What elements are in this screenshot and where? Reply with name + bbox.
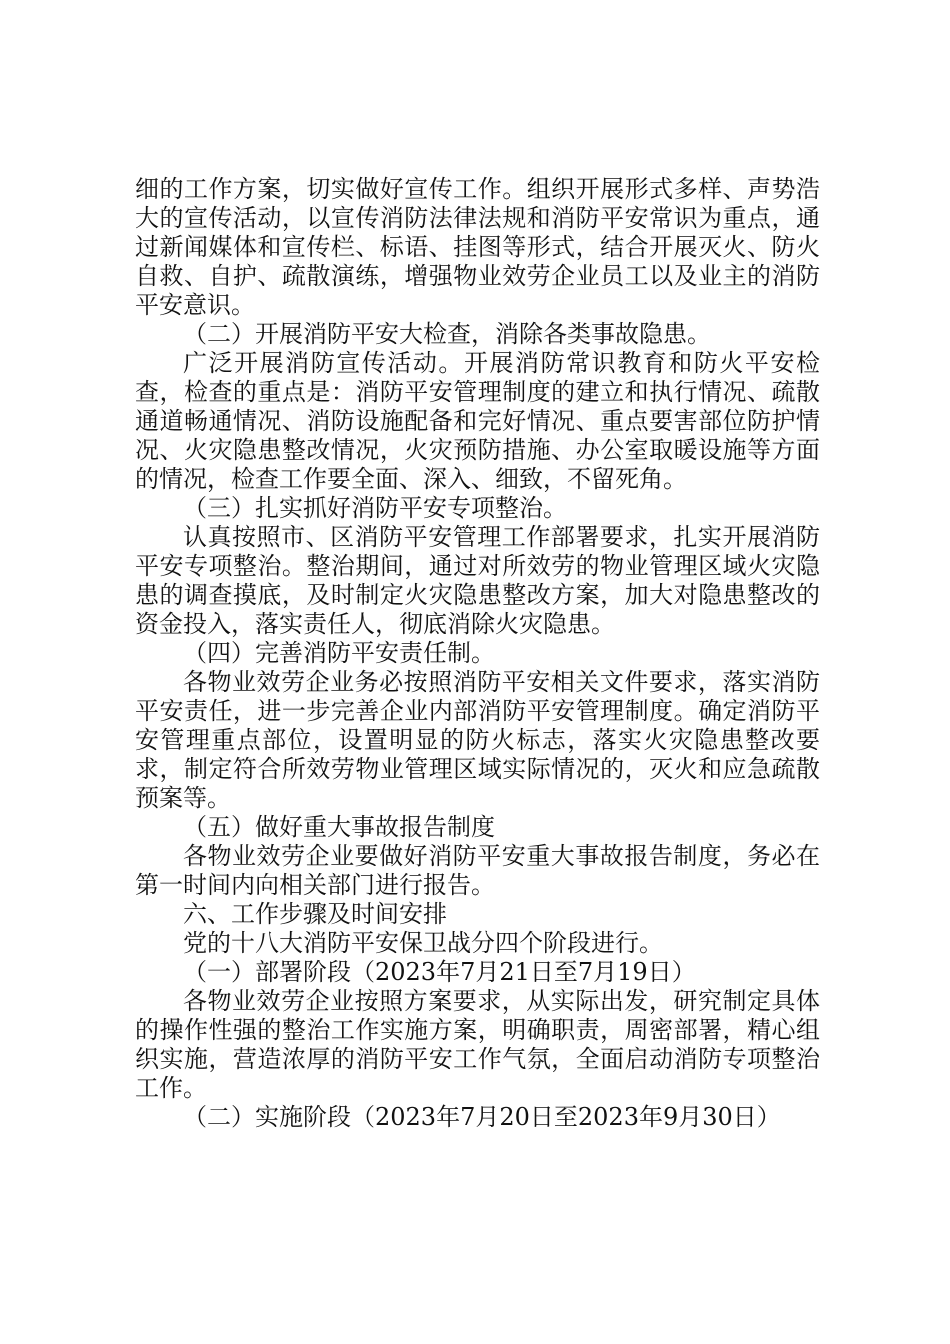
document-body <box>135 175 820 1132</box>
section-heading-2: （二）开展消防平安大检查，消除各类事故隐患。 <box>183 320 711 348</box>
stage-heading-2: （二）实施阶段（2023年7月20日至2023年9月30日） <box>183 1103 781 1131</box>
paragraph-5: 认真按照市、区消防平安管理工作部署要求，扎实开展消防平安专项整治。整治期间，通过对所效劳的物业管理区域火灾隐患的调查摸底，及时制定火灾隐患整改方案，加大对隐患整改的资金投入，落实责任人，彻底消除火灾隐患。 <box>135 523 820 638</box>
section-heading-4: （四）完善消防平安责任制。 <box>183 639 495 667</box>
paragraph-13: 各物业效劳企业按照方案要求，从实际出发，研究制定具体的操作性强的整治工作实施方案，明确职责，周密部署，精心组织实施，营造浓厚的消防平安工作气氛，全面启动消防专项整治工作。 <box>135 987 820 1102</box>
section-heading-5: （五）做好重大事故报告制度 <box>183 813 495 841</box>
stage-heading-1: （一）部署阶段（2023年7月21日至7月19日） <box>183 958 696 986</box>
chapter-heading-6: 六、工作步骤及时间安排 <box>183 900 447 928</box>
paragraph-3: 广泛开展消防宣传活动。开展消防常识教育和防火平安检查，检查的重点是：消防平安管理制度的建立和执行情况、疏散通道畅通情况、消防设施配备和完好情况、重点要害部位防护情况、火灾隐患整改情况，火灾预防措施、办公室取暖设施等方面的情况，检查工作要全面、深入、细致，不留死角。 <box>135 349 820 493</box>
paragraph-11: 党的十八大消防平安保卫战分四个阶段进行。 <box>183 929 663 957</box>
section-heading-3: （三）扎实抓好消防平安专项整治。 <box>183 494 567 522</box>
paragraph-9: 各物业效劳企业要做好消防平安重大事故报告制度，务必在第一时间内向相关部门进行报告。 <box>135 842 820 899</box>
paragraph-7: 各物业效劳企业务必按照消防平安相关文件要求，落实消防平安责任，进一步完善企业内部消防平安管理制度。确定消防平安管理重点部位，设置明显的防火标志，落实火灾隐患整改要求，制定符合所效劳物业管理区域实际情况的，灭火和应急疏散预案等。 <box>135 668 820 812</box>
paragraph-1: 细的工作方案，切实做好宣传工作。组织开展形式多样、声势浩大的宣传活动，以宣传消防法律法规和消防平安常识为重点，通过新闻媒体和宣传栏、标语、挂图等形式，结合开展灭火、防火自救、自护、疏散演练，增强物业效劳企业员工以及业主的消防平安意识。 <box>135 175 820 319</box>
